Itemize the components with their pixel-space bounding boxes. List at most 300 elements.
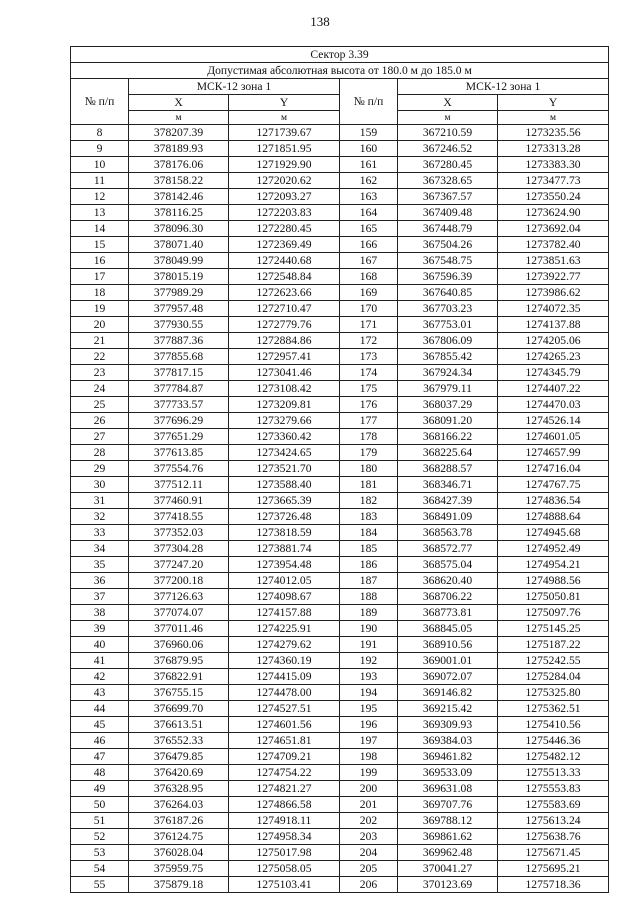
table-row xyxy=(71,765,609,781)
row-number-cell: 192 xyxy=(340,653,398,669)
y-coordinate-cell: 1272440.68 xyxy=(229,253,340,269)
row-number-cell: 13 xyxy=(71,205,129,221)
x-coordinate-cell: 378071.40 xyxy=(129,237,229,253)
y-coordinate-cell: 1275103.41 xyxy=(229,877,340,893)
row-number-cell: 203 xyxy=(340,829,398,845)
x-coordinate-cell: 377696.29 xyxy=(129,413,229,429)
row-number-cell: 45 xyxy=(71,717,129,733)
y-coordinate-cell: 1274836.54 xyxy=(498,493,609,509)
table-row xyxy=(71,781,609,797)
table-row xyxy=(71,269,609,285)
x-coordinate-cell: 367753.01 xyxy=(398,317,498,333)
y-coordinate-cell: 1273108.42 xyxy=(229,381,340,397)
row-number-cell: 21 xyxy=(71,333,129,349)
num-column-header-right: № п/п xyxy=(340,79,398,125)
row-number-cell: 37 xyxy=(71,589,129,605)
x-coordinate-cell: 369861.62 xyxy=(398,829,498,845)
x-coordinate-cell: 368620.40 xyxy=(398,573,498,589)
table-row xyxy=(71,141,609,157)
y-coordinate-cell: 1272093.27 xyxy=(229,189,340,205)
x-coordinate-cell: 368091.20 xyxy=(398,413,498,429)
row-number-cell: 199 xyxy=(340,765,398,781)
y-coordinate-cell: 1274601.56 xyxy=(229,717,340,733)
x-coordinate-cell: 367596.39 xyxy=(398,269,498,285)
x-coordinate-cell: 377460.91 xyxy=(129,493,229,509)
table-row xyxy=(71,573,609,589)
y-coordinate-cell: 1274012.05 xyxy=(229,573,340,589)
unit-label: м xyxy=(498,111,609,125)
x-coordinate-cell: 367548.75 xyxy=(398,253,498,269)
y-coordinate-cell: 1274470.03 xyxy=(498,397,609,413)
row-number-cell: 168 xyxy=(340,269,398,285)
row-number-cell: 191 xyxy=(340,637,398,653)
y-coordinate-cell: 1275482.12 xyxy=(498,749,609,765)
y-coordinate-cell: 1274279.62 xyxy=(229,637,340,653)
row-number-cell: 53 xyxy=(71,845,129,861)
y-coordinate-cell: 1274716.04 xyxy=(498,461,609,477)
table-row xyxy=(71,717,609,733)
row-number-cell: 188 xyxy=(340,589,398,605)
row-number-cell: 38 xyxy=(71,605,129,621)
x-coordinate-cell: 367367.57 xyxy=(398,189,498,205)
row-number-cell: 28 xyxy=(71,445,129,461)
row-number-cell: 24 xyxy=(71,381,129,397)
table-row xyxy=(71,349,609,365)
row-number-cell: 181 xyxy=(340,477,398,493)
x-coordinate-cell: 367924.34 xyxy=(398,365,498,381)
x-coordinate-cell: 376552.33 xyxy=(129,733,229,749)
x-coordinate-cell: 378142.46 xyxy=(129,189,229,205)
y-coordinate-cell: 1275671.45 xyxy=(498,845,609,861)
row-number-cell: 183 xyxy=(340,509,398,525)
row-number-cell: 164 xyxy=(340,205,398,221)
y-coordinate-cell: 1273424.65 xyxy=(229,445,340,461)
y-coordinate-cell: 1273665.39 xyxy=(229,493,340,509)
y-coordinate-cell: 1274526.14 xyxy=(498,413,609,429)
row-number-cell: 198 xyxy=(340,749,398,765)
row-number-cell: 29 xyxy=(71,461,129,477)
x-coordinate-cell: 367448.79 xyxy=(398,221,498,237)
row-number-cell: 10 xyxy=(71,157,129,173)
row-number-cell: 44 xyxy=(71,701,129,717)
x-coordinate-cell: 368346.71 xyxy=(398,477,498,493)
row-number-cell: 159 xyxy=(340,125,398,141)
y-coordinate-cell: 1272884.86 xyxy=(229,333,340,349)
y-coordinate-cell: 1272280.45 xyxy=(229,221,340,237)
y-coordinate-cell: 1272779.76 xyxy=(229,317,340,333)
table-row xyxy=(71,685,609,701)
zone-header-right: МСК-12 зона 1 xyxy=(398,79,609,95)
row-number-cell: 190 xyxy=(340,621,398,637)
row-number-cell: 54 xyxy=(71,861,129,877)
x-coordinate-cell: 376699.70 xyxy=(129,701,229,717)
y-coordinate-cell: 1275187.22 xyxy=(498,637,609,653)
table-row xyxy=(71,477,609,493)
table-row xyxy=(71,237,609,253)
x-coordinate-cell: 376328.95 xyxy=(129,781,229,797)
y-coordinate-cell: 1274651.81 xyxy=(229,733,340,749)
y-coordinate-cell: 1273235.56 xyxy=(498,125,609,141)
row-number-cell: 162 xyxy=(340,173,398,189)
zone-header-left: МСК-12 зона 1 xyxy=(129,79,340,95)
row-number-cell: 200 xyxy=(340,781,398,797)
table-header xyxy=(71,47,609,125)
y-coordinate-cell: 1275583.69 xyxy=(498,797,609,813)
x-coordinate-cell: 368910.56 xyxy=(398,637,498,653)
x-coordinate-cell: 367504.26 xyxy=(398,237,498,253)
x-coordinate-cell: 378096.30 xyxy=(129,221,229,237)
row-number-cell: 167 xyxy=(340,253,398,269)
row-number-cell: 186 xyxy=(340,557,398,573)
row-number-cell: 171 xyxy=(340,317,398,333)
y-coordinate-cell: 1274265.23 xyxy=(498,349,609,365)
y-coordinate-cell: 1272203.83 xyxy=(229,205,340,221)
x-coordinate-cell: 375959.75 xyxy=(129,861,229,877)
row-number-cell: 202 xyxy=(340,813,398,829)
x-coordinate-cell: 377554.76 xyxy=(129,461,229,477)
x-coordinate-cell: 376755.15 xyxy=(129,685,229,701)
num-column-header-left: № п/п xyxy=(71,79,129,125)
y-coordinate-cell: 1275017.98 xyxy=(229,845,340,861)
table-row xyxy=(71,829,609,845)
table-row xyxy=(71,333,609,349)
x-coordinate-cell: 377817.15 xyxy=(129,365,229,381)
row-number-cell: 182 xyxy=(340,493,398,509)
y-coordinate-cell: 1275284.04 xyxy=(498,669,609,685)
x-coordinate-cell: 369384.03 xyxy=(398,733,498,749)
y-coordinate-cell: 1275410.56 xyxy=(498,717,609,733)
x-coordinate-cell: 367855.42 xyxy=(398,349,498,365)
row-number-cell: 20 xyxy=(71,317,129,333)
y-coordinate-cell: 1275325.80 xyxy=(498,685,609,701)
y-coordinate-cell: 1272020.62 xyxy=(229,173,340,189)
x-coordinate-cell: 377011.46 xyxy=(129,621,229,637)
table-row xyxy=(71,653,609,669)
table-row xyxy=(71,461,609,477)
x-coordinate-cell: 377887.36 xyxy=(129,333,229,349)
y-coordinate-cell: 1275050.81 xyxy=(498,589,609,605)
row-number-cell: 163 xyxy=(340,189,398,205)
row-number-cell: 35 xyxy=(71,557,129,573)
x-coordinate-cell: 368572.77 xyxy=(398,541,498,557)
x-coordinate-cell: 376420.69 xyxy=(129,765,229,781)
table-row xyxy=(71,845,609,861)
row-number-cell: 197 xyxy=(340,733,398,749)
x-coordinate-cell: 377613.85 xyxy=(129,445,229,461)
x-coordinate-cell: 369788.12 xyxy=(398,813,498,829)
y-coordinate-cell: 1275362.51 xyxy=(498,701,609,717)
y-coordinate-cell: 1274767.75 xyxy=(498,477,609,493)
y-coordinate-cell: 1275638.76 xyxy=(498,829,609,845)
x-coordinate-cell: 376613.51 xyxy=(129,717,229,733)
y-coordinate-cell: 1275695.21 xyxy=(498,861,609,877)
coordinates-table xyxy=(70,46,609,893)
x-coordinate-cell: 367328.65 xyxy=(398,173,498,189)
x-coordinate-cell: 367806.09 xyxy=(398,333,498,349)
x-coordinate-cell: 370123.69 xyxy=(398,877,498,893)
table-row xyxy=(71,493,609,509)
table-row xyxy=(71,861,609,877)
x-coordinate-cell: 378116.25 xyxy=(129,205,229,221)
x-coordinate-cell: 370041.27 xyxy=(398,861,498,877)
row-number-cell: 173 xyxy=(340,349,398,365)
row-number-cell: 25 xyxy=(71,397,129,413)
y-coordinate-cell: 1272369.49 xyxy=(229,237,340,253)
x-coordinate-cell: 368773.81 xyxy=(398,605,498,621)
y-coordinate-cell: 1273692.04 xyxy=(498,221,609,237)
row-number-cell: 46 xyxy=(71,733,129,749)
row-number-cell: 26 xyxy=(71,413,129,429)
y-coordinate-cell: 1271929.90 xyxy=(229,157,340,173)
y-coordinate-cell: 1273851.63 xyxy=(498,253,609,269)
y-column-header-right: Y xyxy=(498,95,609,111)
row-number-cell: 30 xyxy=(71,477,129,493)
row-number-cell: 11 xyxy=(71,173,129,189)
row-number-cell: 33 xyxy=(71,525,129,541)
y-coordinate-cell: 1271851.95 xyxy=(229,141,340,157)
y-coordinate-cell: 1275613.24 xyxy=(498,813,609,829)
table-row xyxy=(71,557,609,573)
x-coordinate-cell: 377304.28 xyxy=(129,541,229,557)
row-number-cell: 165 xyxy=(340,221,398,237)
table-row xyxy=(71,733,609,749)
x-coordinate-cell: 377200.18 xyxy=(129,573,229,589)
unit-label: м xyxy=(129,111,229,125)
table-row xyxy=(71,253,609,269)
x-coordinate-cell: 376879.95 xyxy=(129,653,229,669)
x-coordinate-cell: 377855.68 xyxy=(129,349,229,365)
row-number-cell: 41 xyxy=(71,653,129,669)
table-row xyxy=(71,637,609,653)
row-number-cell: 194 xyxy=(340,685,398,701)
x-column-header-right: X xyxy=(398,95,498,111)
table-row xyxy=(71,605,609,621)
x-coordinate-cell: 368225.64 xyxy=(398,445,498,461)
x-coordinate-cell: 377930.55 xyxy=(129,317,229,333)
row-number-cell: 193 xyxy=(340,669,398,685)
row-number-cell: 170 xyxy=(340,301,398,317)
row-number-cell: 177 xyxy=(340,413,398,429)
x-coordinate-cell: 377989.29 xyxy=(129,285,229,301)
x-coordinate-cell: 378015.19 xyxy=(129,269,229,285)
table-row xyxy=(71,701,609,717)
table-row xyxy=(71,669,609,685)
x-coordinate-cell: 368288.57 xyxy=(398,461,498,477)
x-coordinate-cell: 377784.87 xyxy=(129,381,229,397)
row-number-cell: 22 xyxy=(71,349,129,365)
x-coordinate-cell: 367640.85 xyxy=(398,285,498,301)
row-number-cell: 178 xyxy=(340,429,398,445)
table-row xyxy=(71,797,609,813)
row-number-cell: 9 xyxy=(71,141,129,157)
row-number-cell: 189 xyxy=(340,605,398,621)
x-coordinate-cell: 378207.39 xyxy=(129,125,229,141)
x-coordinate-cell: 377512.11 xyxy=(129,477,229,493)
y-coordinate-cell: 1273279.66 xyxy=(229,413,340,429)
x-coordinate-cell: 376264.03 xyxy=(129,797,229,813)
table-row xyxy=(71,525,609,541)
table-row xyxy=(71,397,609,413)
x-coordinate-cell: 375879.18 xyxy=(129,877,229,893)
row-number-cell: 40 xyxy=(71,637,129,653)
y-coordinate-cell: 1275513.33 xyxy=(498,765,609,781)
table-row xyxy=(71,429,609,445)
x-coordinate-cell: 377651.29 xyxy=(129,429,229,445)
x-coordinate-cell: 377957.48 xyxy=(129,301,229,317)
sector-title: Сектор 3.39 xyxy=(71,47,609,63)
x-coordinate-cell: 377352.03 xyxy=(129,525,229,541)
y-coordinate-cell: 1271739.67 xyxy=(229,125,340,141)
x-coordinate-cell: 368166.22 xyxy=(398,429,498,445)
table-row xyxy=(71,541,609,557)
table-row xyxy=(71,221,609,237)
y-coordinate-cell: 1274098.67 xyxy=(229,589,340,605)
x-coordinate-cell: 369631.08 xyxy=(398,781,498,797)
row-number-cell: 52 xyxy=(71,829,129,845)
y-coordinate-cell: 1274754.22 xyxy=(229,765,340,781)
row-number-cell: 43 xyxy=(71,685,129,701)
y-coordinate-cell: 1273588.40 xyxy=(229,477,340,493)
row-number-cell: 16 xyxy=(71,253,129,269)
table-row xyxy=(71,301,609,317)
row-number-cell: 8 xyxy=(71,125,129,141)
y-coordinate-cell: 1272548.84 xyxy=(229,269,340,285)
y-coordinate-cell: 1274157.88 xyxy=(229,605,340,621)
row-number-cell: 51 xyxy=(71,813,129,829)
table-body xyxy=(71,125,609,893)
y-coordinate-cell: 1273986.62 xyxy=(498,285,609,301)
y-coordinate-cell: 1274137.88 xyxy=(498,317,609,333)
y-coordinate-cell: 1274888.64 xyxy=(498,509,609,525)
y-coordinate-cell: 1272623.66 xyxy=(229,285,340,301)
x-coordinate-cell: 378176.06 xyxy=(129,157,229,173)
x-coordinate-cell: 369533.09 xyxy=(398,765,498,781)
x-coordinate-cell: 376028.04 xyxy=(129,845,229,861)
altitude-range: Допустимая абсолютная высота от 180.0 м до 185.0 м xyxy=(71,63,609,79)
x-coordinate-cell: 367979.11 xyxy=(398,381,498,397)
y-coordinate-cell: 1274918.11 xyxy=(229,813,340,829)
row-number-cell: 166 xyxy=(340,237,398,253)
x-coordinate-cell: 369146.82 xyxy=(398,685,498,701)
y-coordinate-cell: 1275553.83 xyxy=(498,781,609,797)
x-coordinate-cell: 368575.04 xyxy=(398,557,498,573)
y-coordinate-cell: 1272710.47 xyxy=(229,301,340,317)
table-row xyxy=(71,509,609,525)
y-coordinate-cell: 1273818.59 xyxy=(229,525,340,541)
row-number-cell: 18 xyxy=(71,285,129,301)
row-number-cell: 14 xyxy=(71,221,129,237)
y-coordinate-cell: 1273383.30 xyxy=(498,157,609,173)
y-coordinate-cell: 1274072.35 xyxy=(498,301,609,317)
y-coordinate-cell: 1274866.58 xyxy=(229,797,340,813)
row-number-cell: 161 xyxy=(340,157,398,173)
x-coordinate-cell: 376187.26 xyxy=(129,813,229,829)
x-coordinate-cell: 377733.57 xyxy=(129,397,229,413)
table-row xyxy=(71,621,609,637)
y-coordinate-cell: 1273041.46 xyxy=(229,365,340,381)
x-coordinate-cell: 367280.45 xyxy=(398,157,498,173)
x-coordinate-cell: 367703.23 xyxy=(398,301,498,317)
row-number-cell: 169 xyxy=(340,285,398,301)
x-coordinate-cell: 378189.93 xyxy=(129,141,229,157)
table-row xyxy=(71,205,609,221)
y-coordinate-cell: 1274657.99 xyxy=(498,445,609,461)
table-row xyxy=(71,413,609,429)
y-coordinate-cell: 1274360.19 xyxy=(229,653,340,669)
table-row xyxy=(71,445,609,461)
row-number-cell: 32 xyxy=(71,509,129,525)
y-coordinate-cell: 1274225.91 xyxy=(229,621,340,637)
x-coordinate-cell: 369001.01 xyxy=(398,653,498,669)
y-coordinate-cell: 1275718.36 xyxy=(498,877,609,893)
y-coordinate-cell: 1273922.77 xyxy=(498,269,609,285)
row-number-cell: 48 xyxy=(71,765,129,781)
y-coordinate-cell: 1275242.55 xyxy=(498,653,609,669)
y-coordinate-cell: 1274415.09 xyxy=(229,669,340,685)
row-number-cell: 34 xyxy=(71,541,129,557)
y-coordinate-cell: 1275097.76 xyxy=(498,605,609,621)
x-coordinate-cell: 367246.52 xyxy=(398,141,498,157)
y-coordinate-cell: 1273881.74 xyxy=(229,541,340,557)
row-number-cell: 184 xyxy=(340,525,398,541)
y-coordinate-cell: 1274601.05 xyxy=(498,429,609,445)
row-number-cell: 201 xyxy=(340,797,398,813)
unit-label: м xyxy=(229,111,340,125)
x-coordinate-cell: 368491.09 xyxy=(398,509,498,525)
y-coordinate-cell: 1274958.34 xyxy=(229,829,340,845)
y-coordinate-cell: 1274478.00 xyxy=(229,685,340,701)
page-number: 138 xyxy=(310,14,330,29)
row-number-cell: 47 xyxy=(71,749,129,765)
row-number-cell: 12 xyxy=(71,189,129,205)
row-number-cell: 55 xyxy=(71,877,129,893)
y-coordinate-cell: 1273313.28 xyxy=(498,141,609,157)
x-coordinate-cell: 377247.20 xyxy=(129,557,229,573)
y-coordinate-cell: 1275145.25 xyxy=(498,621,609,637)
y-coordinate-cell: 1273782.40 xyxy=(498,237,609,253)
table-row xyxy=(71,125,609,141)
row-number-cell: 187 xyxy=(340,573,398,589)
y-coordinate-cell: 1273360.42 xyxy=(229,429,340,445)
x-coordinate-cell: 368037.29 xyxy=(398,397,498,413)
x-coordinate-cell: 376124.75 xyxy=(129,829,229,845)
row-number-cell: 185 xyxy=(340,541,398,557)
x-coordinate-cell: 368845.05 xyxy=(398,621,498,637)
x-coordinate-cell: 368706.22 xyxy=(398,589,498,605)
row-number-cell: 49 xyxy=(71,781,129,797)
row-number-cell: 179 xyxy=(340,445,398,461)
y-coordinate-cell: 1273521.70 xyxy=(229,461,340,477)
x-coordinate-cell: 367210.59 xyxy=(398,125,498,141)
row-number-cell: 204 xyxy=(340,845,398,861)
x-coordinate-cell: 378158.22 xyxy=(129,173,229,189)
x-coordinate-cell: 369461.82 xyxy=(398,749,498,765)
row-number-cell: 31 xyxy=(71,493,129,509)
row-number-cell: 23 xyxy=(71,365,129,381)
y-coordinate-cell: 1273209.81 xyxy=(229,397,340,413)
y-coordinate-cell: 1274952.49 xyxy=(498,541,609,557)
x-coordinate-cell: 378049.99 xyxy=(129,253,229,269)
y-coordinate-cell: 1273477.73 xyxy=(498,173,609,189)
row-number-cell: 180 xyxy=(340,461,398,477)
x-coordinate-cell: 369707.76 xyxy=(398,797,498,813)
table-row xyxy=(71,365,609,381)
row-number-cell: 17 xyxy=(71,269,129,285)
row-number-cell: 176 xyxy=(340,397,398,413)
y-coordinate-cell: 1273726.48 xyxy=(229,509,340,525)
table-row xyxy=(71,157,609,173)
y-coordinate-cell: 1274821.27 xyxy=(229,781,340,797)
